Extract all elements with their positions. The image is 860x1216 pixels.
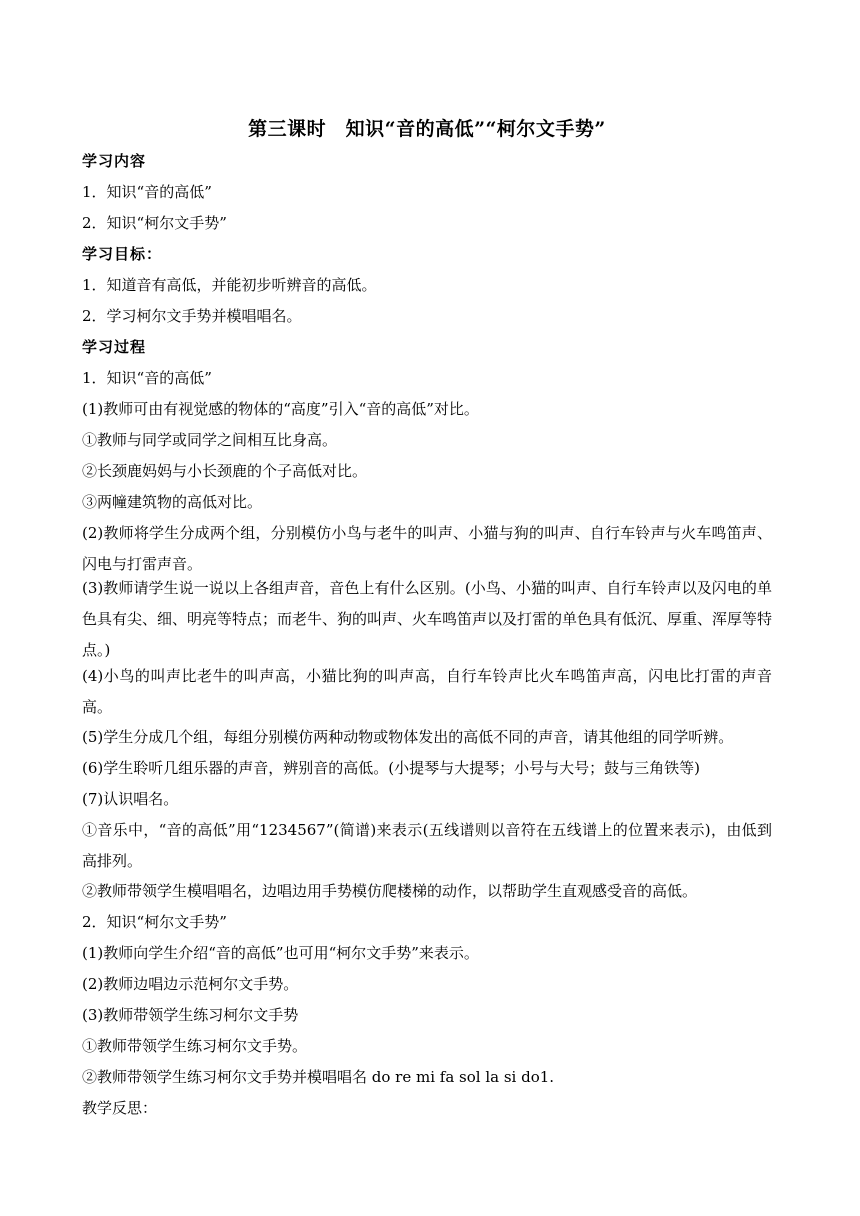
process-part-1-title: 1．知识“音的高低” — [82, 369, 212, 387]
process-step-2: (2)教师将学生分成两个组，分别模仿小鸟与老牛的叫声、小猫与狗的叫声、自行车铃声与火车鸣笛声、闪电与打雷声音。 — [82, 524, 772, 573]
process-substep-7-1: ①音乐中，“音的高低”用“1234567”(简谱)来表示(五线谱则以音符在五线谱上的位置来表示)，由低到高排列。 — [82, 821, 772, 870]
teaching-reflection-label: 教学反思： — [82, 1099, 158, 1117]
process-substep-3: ③两幢建筑物的高低对比。 — [82, 493, 263, 511]
process-substep-1: ①教师与同学或同学之间相互比身高。 — [82, 431, 338, 449]
kodaly-step-1: (1)教师向学生介绍“音的高低”也可用“柯尔文手势”来表示。 — [82, 944, 479, 962]
section-heading-goals: 学习目标： — [82, 245, 163, 263]
process-step-7: (7)认识唱名。 — [82, 790, 179, 808]
content-item-1: 1．知识“音的高低” — [82, 183, 212, 201]
goal-item-1: 1．知道音有高低，并能初步听辨音的高低。 — [82, 276, 377, 294]
process-substep-7-2: ②教师带领学生模唱唱名，边唱边用手势模仿爬楼梯的动作，以帮助学生直观感受音的高低。 — [82, 882, 698, 900]
process-step-3: (3)教师请学生说一说以上各组声音，音色上有什么区别。(小鸟、小猫的叫声、自行车铃声以及闪电的单色具有尖、细、明亮等特点；而老牛、狗的叫声、火车鸣笛声以及打雷的单色具有低沉、厚重、浑厚等特点。) — [82, 579, 773, 659]
kodaly-substep-1: ①教师带领学生练习柯尔文手势。 — [82, 1037, 308, 1055]
process-step-6: (6)学生聆听几组乐器的声音，辨别音的高低。(小提琴与大提琴；小号与大号；鼓与三角铁等) — [82, 759, 700, 777]
kodaly-step-2: (2)教师边唱边示范柯尔文手势。 — [82, 975, 299, 993]
process-substep-2: ②长颈鹿妈妈与小长颈鹿的个子高低对比。 — [82, 462, 368, 480]
process-step-4: (4)小鸟的叫声比老牛的叫声高，小猫比狗的叫声高，自行车铃声比火车鸣笛声高，闪电比打雷的声音高。 — [82, 667, 772, 716]
kodaly-step-3: (3)教师带领学生练习柯尔文手势 — [82, 1006, 299, 1024]
process-step-1: (1)教师可由有视觉感的物体的“高度”引入“音的高低”对比。 — [82, 400, 479, 418]
section-heading-process: 学习过程 — [82, 338, 147, 356]
section-heading-content: 学习内容 — [82, 152, 147, 170]
kodaly-substep-2: ②教师带领学生练习柯尔文手势并模唱唱名 do re mi fa sol la si do1. — [82, 1068, 555, 1086]
process-part-2-title: 2．知识“柯尔文手势” — [82, 913, 227, 931]
content-item-2: 2．知识“柯尔文手势” — [82, 214, 227, 232]
goal-item-2: 2．学习柯尔文手势并模唱唱名。 — [82, 307, 302, 325]
page-title: 第三课时 知识“音的高低”“柯尔文手势” — [248, 118, 606, 140]
process-step-5: (5)学生分成几个组，每组分别模仿两种动物或物体发出的高低不同的声音，请其他组的同学听辨。 — [82, 728, 734, 746]
